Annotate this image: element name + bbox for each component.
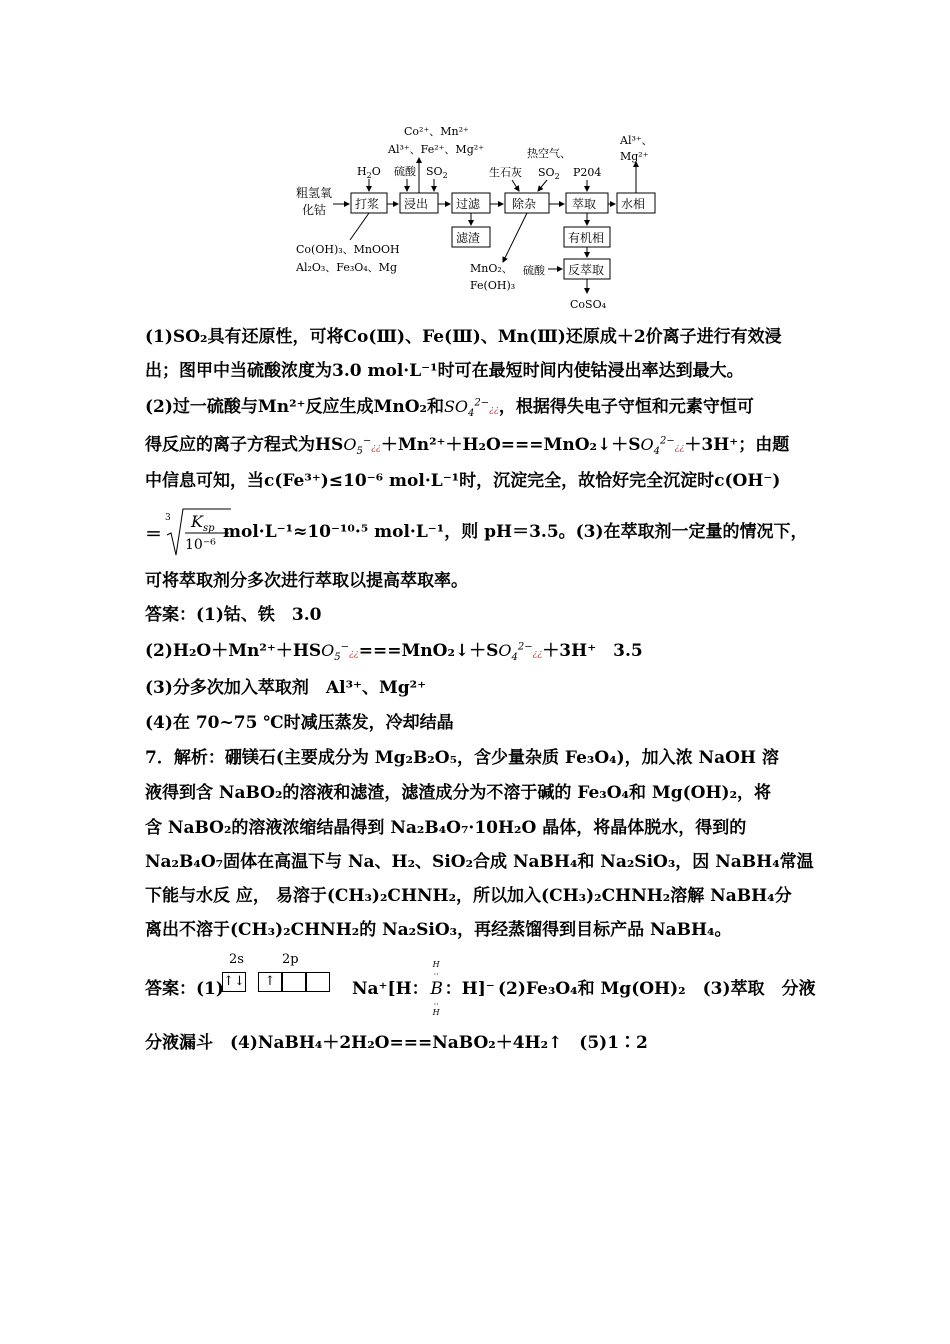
ksp-formula: ＝ 3 $K_{sp}$ 10⁻⁶ <box>145 505 225 561</box>
input-acid-2: 硫酸 <box>523 264 545 277</box>
svg-text:过滤: 过滤 <box>456 197 481 211</box>
para-1-a: (1)SO₂具有还原性，可将Co(Ⅲ)、Fe(Ⅲ)、Mn(Ⅲ)还原成＋2价离子进行有效浸 <box>145 327 782 347</box>
input-air: 热空气、 <box>527 147 571 160</box>
answer-2: $(2)H_2O+Mn^{2+}+HSO_5^-¿¿===MnO_2↓+SO_4^{2-}¿¿+3H^+$ 3.5 <box>145 641 643 664</box>
answer-4: (4)在 70~75 ℃时减压蒸发，冷却结晶 <box>145 713 454 733</box>
residue-1: MnO₂、 <box>470 262 513 275</box>
answer-7-pre: 答案：(1) <box>145 979 224 999</box>
q7-line-4: Na₂B₄O₇固体在高温下与 Na、H₂、SiO₂合成 NaBH₄和 Na₂SiO₃，因 NaBH₄常温 <box>145 852 814 872</box>
svg-text:萃取: 萃取 <box>572 197 597 211</box>
svg-text:浸出: 浸出 <box>404 197 429 211</box>
svg-text:有机相: 有机相 <box>568 231 605 245</box>
so4-ion-2: $O_4^{2-}¿¿$ <box>640 435 685 458</box>
residue-2: Fe(OH)₃ <box>470 279 516 292</box>
answer-7-rest: (2)Fe₃O₄和 Mg(OH)₂ (3)萃取 分液 <box>498 979 816 999</box>
ions-right-2: Mg²⁺ <box>620 150 649 163</box>
svg-text:打浆: 打浆 <box>355 197 380 211</box>
input-so2-b: $SO_2$ <box>538 166 560 181</box>
input-p204: P204 <box>573 166 602 179</box>
input-lime: 生石灰 <box>489 166 522 179</box>
para-2-e: 可将萃取剂分多次进行萃取以提高萃取率。 <box>145 571 468 591</box>
svg-text:水相: 水相 <box>621 197 646 211</box>
q7-line-1: 7．解析：硼镁石(主要成分为 Mg₂B₂O₅，含少量杂质 Fe₃O₄)，加入浓 NaOH 溶 <box>145 748 779 768</box>
svg-text:反萃取: 反萃取 <box>568 263 605 277</box>
answer-1: 答案：(1)钴、铁 3.0 <box>145 605 322 625</box>
para-2-d: mol·L⁻¹≈10⁻¹⁰·⁵ mol·L⁻¹，则 pH＝3.5。(3)在萃取剂一定量的情况下， <box>223 522 808 542</box>
ions-right-1: Al³⁺、 <box>620 134 653 147</box>
answer-3: (3)分多次加入萃取剂 Al³⁺、Mg²⁺ <box>145 678 427 698</box>
ions-top-2: Al³⁺、Fe²⁺、Mg²⁺ <box>388 143 484 156</box>
ions-top-1: Co²⁺、Mn²⁺ <box>404 125 469 138</box>
so4-ion: $SO_4^{2-}¿¿$ <box>443 397 499 420</box>
start-label-2: 化钴 <box>302 203 327 217</box>
hso5-ion: $O_5^-¿¿$ <box>343 435 381 458</box>
start-label-1: 粗氢氧 <box>296 186 333 200</box>
para-2-b: 得反应的离子方程式为$HSO_5^-¿¿+Mn^{2+}+H_2O===MnO_2↓+SO_4^{2-}¿¿+3H^+$；由题 <box>145 435 790 458</box>
para-2-a: (2)过一硫酸与Mn²⁺反应生成MnO₂和$SO_4^{2-}¿¿$，根据得失电子守恒和元素守恒可 <box>145 397 754 420</box>
para-2-c: 中信息可知，当c(Fe³⁺)≤10⁻⁶ mol·L⁻¹时，沉淀完全，故恰好完全沉淀时c(OH⁻) <box>145 471 781 491</box>
orbital-diagram: 2s 2p ↑↓ ↑ <box>222 952 334 998</box>
electron-formula: Na⁺[H： H ·· B ·· H ：H]⁻ <box>352 960 495 1017</box>
feed-1: Co(OH)₃、MnOOH <box>296 243 400 256</box>
para-1-b: 出；图甲中当硫酸浓度为3.0 mol·L⁻¹时可在最短时间内使钴浸出率达到最大。 <box>145 361 744 381</box>
q7-line-5: 下能与水反 应， 易溶于(CH₃)₂CHNH₂，所以加入(CH₃)₂CHNH₂溶解 NaBH₄分 <box>145 886 792 906</box>
process-flow-diagram <box>0 0 950 320</box>
q7-line-3: 含 NaBO₂的溶液浓缩结晶得到 Na₂B₄O₇·10H₂O 晶体，将晶体脱水，得到的 <box>145 818 747 838</box>
input-water: $H_2O$ <box>357 165 381 180</box>
input-acid: 硫酸 <box>394 165 416 178</box>
input-so2: $SO_2$ <box>426 165 448 180</box>
svg-text:除杂: 除杂 <box>512 197 537 211</box>
svg-text:滤渣: 滤渣 <box>456 231 481 245</box>
q7-line-6: 离出不溶于(CH₃)₂CHNH₂的 Na₂SiO₃，再经蒸馏得到目标产品 NaBH₄。 <box>145 920 732 940</box>
feed-2: Al₂O₃、Fe₃O₄、Mg <box>296 261 397 274</box>
product-label: CoSO₄ <box>570 298 607 311</box>
q7-line-2: 液得到含 NaBO₂的溶液和滤渣，滤渣成分为不溶于碱的 Fe₃O₄和 Mg(OH)₂，将 <box>145 783 772 803</box>
answer-7-last: 分液漏斗 (4)NaBH₄＋2H₂O===NaBO₂＋4H₂↑ (5)1∶2 <box>145 1033 648 1053</box>
